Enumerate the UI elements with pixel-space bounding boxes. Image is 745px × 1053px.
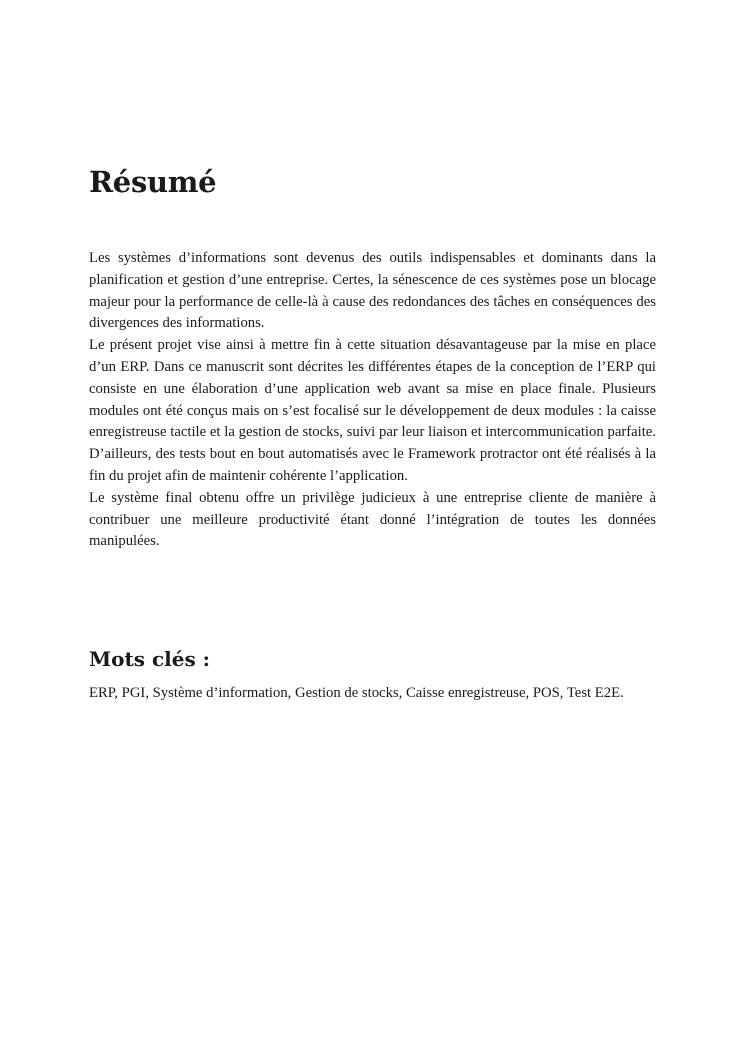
keywords-text: ERP, PGI, Système d’information, Gestion de stocks, Caisse enregistreuse, POS, Test E2E. xyxy=(89,685,624,701)
abstract-heading: Résumé xyxy=(89,165,217,199)
abstract-paragraph-1: Les systèmes d’informations sont devenus des outils indispensables et dominants dans la planification et gestion d’une entreprise. Certes, la sénescence de ces systèmes pose un blocage majeur pour la performance de celle-là à cause des redondances des tâches en conséquences des divergences des informations. xyxy=(89,250,656,332)
keywords-heading: Mots clés : xyxy=(89,647,211,671)
abstract-body xyxy=(89,248,656,553)
abstract-paragraph-3: Le système final obtenu offre un privilège judicieux à une entreprise cliente de manière à contribuer une meilleure productivité étant donné l’intégration de toutes les données manipulées. xyxy=(89,489,656,550)
abstract-paragraph-2: Le présent projet vise ainsi à mettre fin à cette situation désavantageuse par la mise en place d’un ERP. Dans ce manuscrit sont décrites les différentes étapes de la conception de l’ERP qui consiste en une élaboration d’une application web avant sa mise en place finale. Plusieurs modules ont été conçus mais on s’est focalisé sur le développement de deux modules : la caisse enregistreuse tactile et la gestion de stocks, suivi par leur liaison et intercommunication parfaite. D’ailleurs, des tests bout en bout automatisés avec le Framework protractor ont été réalisés à la fin du projet afin de maintenir cohérente l’application. xyxy=(89,337,656,484)
